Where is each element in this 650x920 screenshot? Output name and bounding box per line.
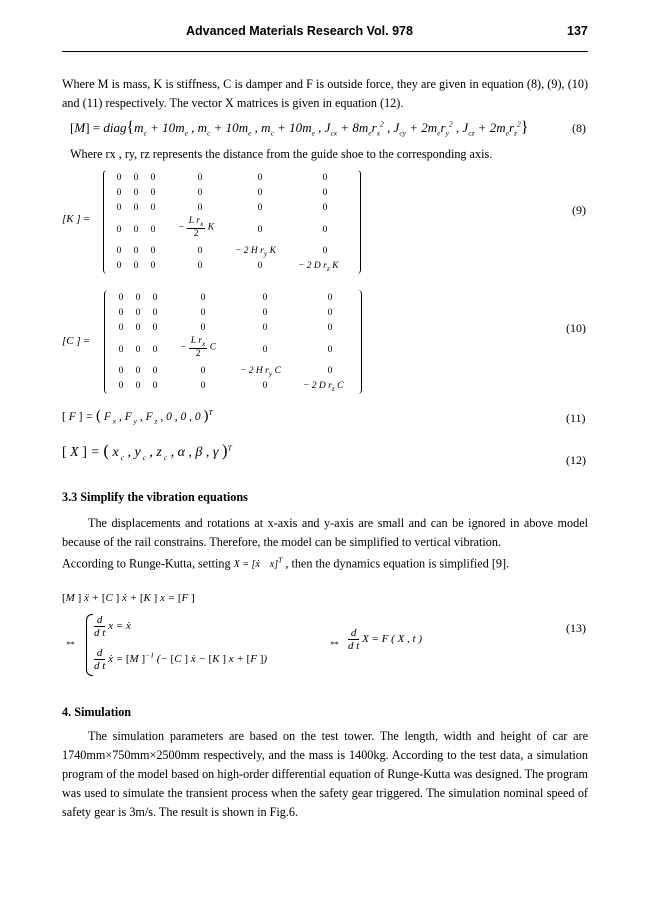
matrix-c-label: [C ] = <box>62 335 90 347</box>
intro-paragraph: Where M is mass, K is stiffness, C is damper and F is outside force, they are given in equation (8), (9), (10) and (11) respectively. The vector X matrices is given in equation (12). <box>62 77 588 110</box>
matrix-k: 0 0 0 0 0 0 0 0 0 0 0 0 0 0 0 0 0 0 0 0 0 − $\frac{L r_x}{2}$ K 0 0 0 0 0 0 − 2 H $r_y$ K 0 0 0 0 0 0 − 2 D $r_z$ K <box>116 173 339 273</box>
equation-8: $[M] = diag\{m_c + 10m_e$ , $m_c + 10m_e$ , $m_c + 10m_e$ , $J_{cx} + 8m_er_x^2$ , $J_{cy} + 2m_er_y^2$ , $J_{cz} + 2m_er_z^2$} <box>70 119 529 138</box>
header-rule <box>62 51 588 52</box>
equation-13-number: (13) <box>566 621 586 635</box>
equation-8-number: (8) <box>572 121 586 135</box>
equation-10-number: (10) <box>566 321 586 335</box>
equation-13: [M ] ẍ + [C ] ẋ + [K ] x = [F ] ⇔ $\frac{d}{\text{d t}}$ x = ẋ $\frac{d}{\text{d t}}$ ẋ = [M ]$^{-1}$ (− [C ] ẋ − [K ] x + [F ]) ⇔ $\frac{d}{\text{d t}}$ X = F ( X , t ) <box>62 592 562 682</box>
equation-12: [ X ] = ( x $_c$ , y $_c$ , z $_c$ , α , β , γ )$^T$ <box>62 441 232 462</box>
state-vector-inline: X = [ẋ x]$^T$ <box>233 556 283 571</box>
section-4-heading: 4. Simulation <box>62 705 132 719</box>
section-3-3-heading: 3.3 Simplify the vibration equations <box>62 490 248 504</box>
equation-9-number: (9) <box>572 203 586 217</box>
equation-12-number: (12) <box>566 453 586 467</box>
equation-11-number: (11) <box>566 411 586 425</box>
journal-title: Advanced Materials Research Vol. 978 <box>186 24 413 38</box>
where-r-paragraph: Where rx , ry, rz represents the distance from the guide shoe to the corresponding axis. <box>70 147 493 161</box>
runge-kutta-text-before: According to Runge-Kutta, setting <box>62 556 231 571</box>
matrix-k-label: [K ] = <box>62 213 90 225</box>
section-3-3-paragraph-1: The displacements and rotations at x-axis and y-axis are small and can be ignored in above model because of the rail constrains. Therefore, the model can be simplified to vertical vibration. <box>62 516 588 549</box>
section-4-paragraph: The simulation parameters are based on the test tower. The length, width and height of car are 1740mm×750mm×2500mm respectively, and the mass is 1400kg. According to the test data, a simulation program of the model based on high-order differential equation of Runge-Kutta was designed. The program was used to simulate the transient process when the safety gear triggered. The simulation nominal speed of safety gear is 3m/s. The result is shown in Fig.6. <box>62 729 588 819</box>
runge-kutta-text-after: , then the dynamics equation is simplified [9]. <box>285 556 510 571</box>
equation-11: [ F ] = ( F $_x$ , F $_y$ , F $_z$ , 0 , 0 , 0 )$^T$ <box>62 408 213 426</box>
section-3-3-paragraph-2 <box>62 556 509 571</box>
matrix-c-right-bracket <box>358 290 362 394</box>
matrix-c: 0 0 0 0 0 0 0 0 0 0 0 0 0 0 0 0 0 0 0 0 0 − $\frac{L r_x}{2}$ C 0 0 0 0 0 0 − 2 H $r_y$ C 0 0 0 0 0 0 − 2 D $r_z$ C <box>118 293 344 393</box>
matrix-k-right-bracket <box>357 170 361 274</box>
page-number: 137 <box>567 24 588 38</box>
